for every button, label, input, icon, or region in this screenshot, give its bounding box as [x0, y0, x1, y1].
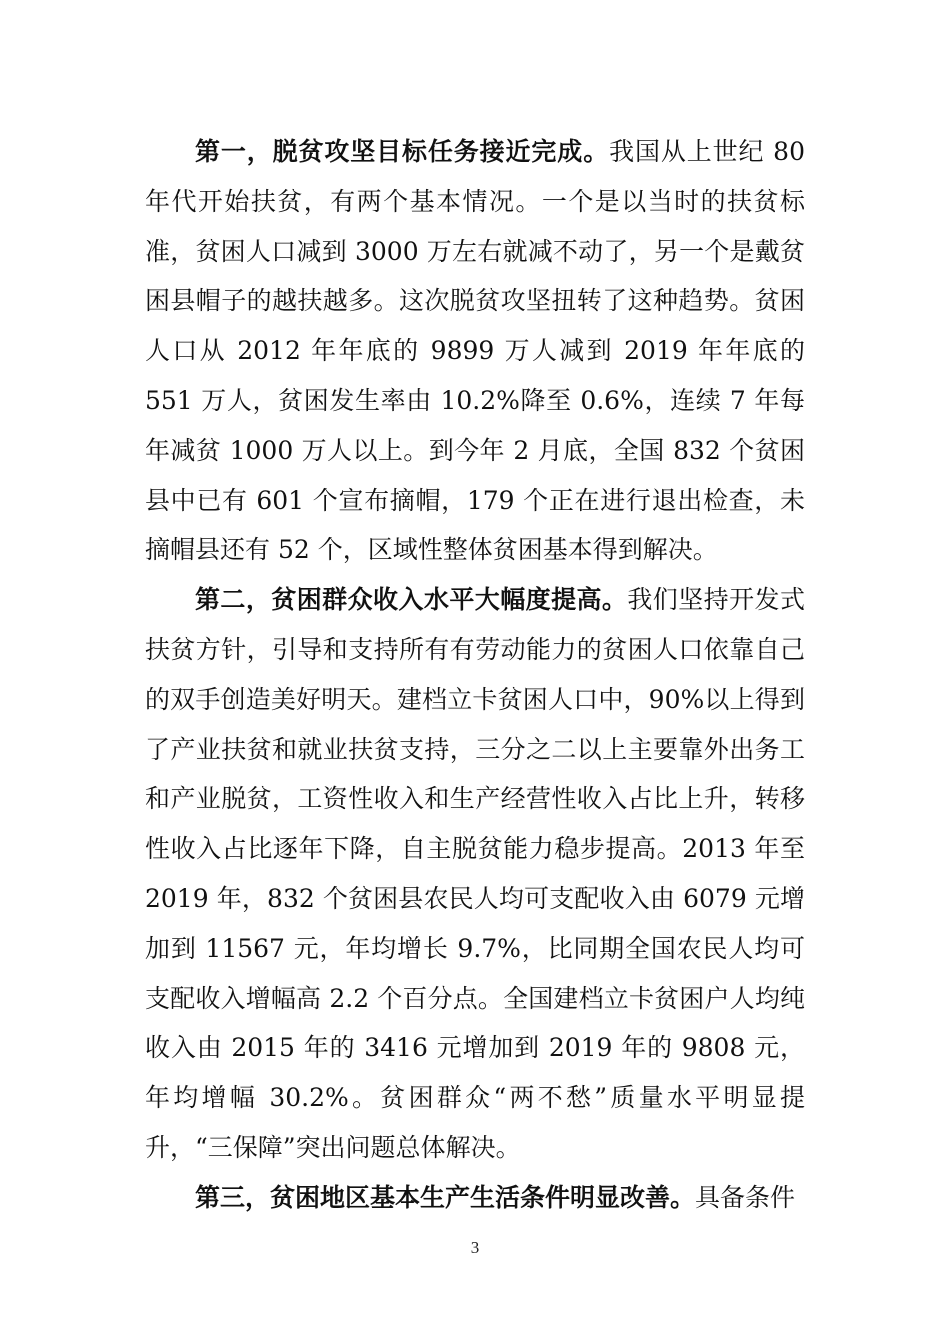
paragraph-1 [145, 127, 805, 575]
page-number: 3 [470, 1238, 480, 1257]
paragraph-2 [145, 575, 805, 1173]
paragraph-3 [145, 1173, 805, 1223]
paragraph-2-text: 我们坚持开发式扶贫方针，引导和支持所有有劳动能力的贫困人口依靠自己的双手创造美好明天。建档立卡贫困人口中，90%以上得到了产业扶贫和就业扶贫支持，三分之二以上主要靠外出务工和产业脱贫，工资性收入和生产经营性收入占比上升，转移性收入占比逐年下降，自主脱贫能力稳步提高。2013 年至 2019 年，832 个贫困县农民人均可支配收入由 6079 元增加到 11567 元，年均增长 9.7%，比同期全国农民人均可支配收入增幅高 2.2 个百分点。全国建档立卡贫困户人均纯收入由 2015 年的 3416 元增加到 2019 年的 9808 元，年均增幅 30.2%。贫困群众“两不愁”质量水平明显提升，“三保障”突出问题总体解决。 [145, 585, 805, 1162]
paragraph-1-heading: 第一，脱贫攻坚目标任务接近完成。 [195, 137, 610, 166]
paragraph-2-heading: 第二，贫困群众收入水平大幅度提高。 [195, 585, 628, 615]
document-body [145, 127, 805, 1223]
paragraph-3-text: 具备条件 [695, 1182, 796, 1212]
paragraph-1-text: 我国从上世纪 80 年代开始扶贫，有两个基本情况。一个是以当时的扶贫标准，贫困人口减到 3000 万左右就减不动了，另一个是戴贫困县帽子的越扶越多。这次脱贫攻坚扭转了这种趋势。贫困人口从 2012 年年底的 9899 万人减到 2019 年年底的 551 万人，贫困发生率由 10.2%降至 0.6%，连续 7 年每年减贫 1000 万人以上。到今年 2 月底，全国 832 个贫困县中已有 601 个宣布摘帽，179 个正在进行退出检查，未摘帽县还有 52 个，区域性整体贫困基本得到解决。 [145, 137, 805, 565]
paragraph-3-heading: 第三，贫困地区基本生产生活条件明显改善。 [195, 1182, 696, 1212]
